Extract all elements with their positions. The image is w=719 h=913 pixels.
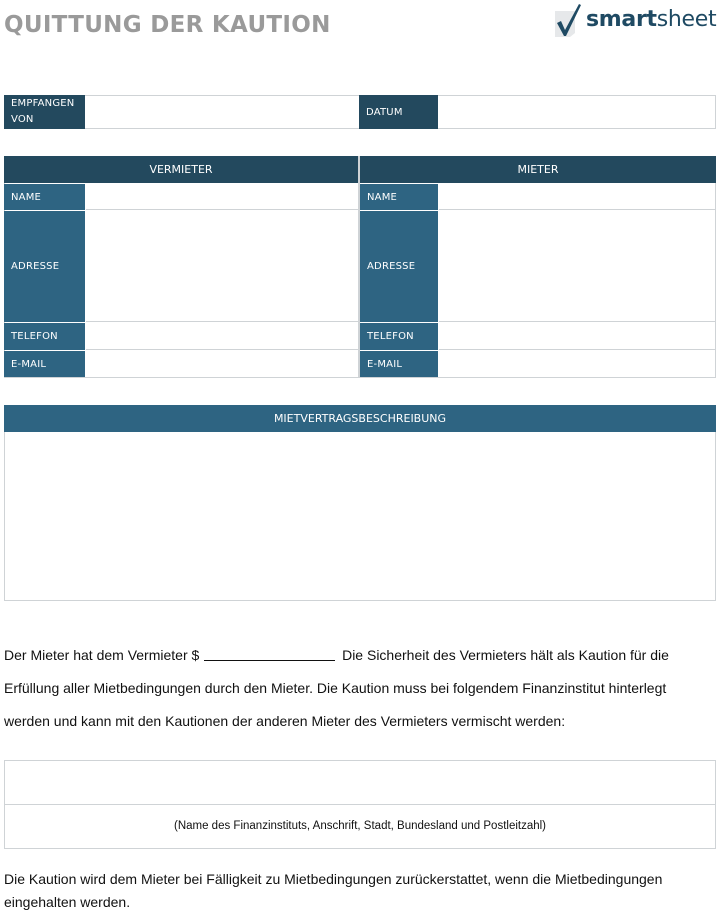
tenant-header: MIETER [360, 156, 716, 183]
bank-divider [4, 804, 716, 805]
tenant-name-label: NAME [360, 184, 438, 210]
received-from-label-line1: EMPFANGEN [11, 98, 75, 109]
tenant-address-input[interactable] [439, 211, 715, 322]
lease-description-header: MIETVERTRAGSBESCHREIBUNG [4, 405, 716, 432]
landlord-header: VERMIETER [4, 156, 358, 183]
lease-description-input[interactable] [5, 433, 715, 600]
tenant-address-label: ADRESSE [360, 211, 438, 322]
received-from-input[interactable] [86, 96, 358, 128]
landlord-address-label: ADRESSE [4, 211, 85, 322]
date-input[interactable] [439, 96, 715, 128]
tenant-email-label: E-MAIL [360, 351, 438, 377]
deposit-amount-blank[interactable] [204, 649, 335, 661]
smartsheet-logo [553, 2, 716, 38]
tenant-phone-input[interactable] [439, 323, 715, 350]
tenant-name-input[interactable] [439, 184, 715, 210]
checkmark-icon [553, 3, 583, 37]
landlord-phone-input[interactable] [86, 323, 358, 350]
body-line-1-post: Die Sicherheit des Vermieters hält als Kaution für die [342, 647, 669, 663]
footer-line-2: eingehalten werden. [4, 894, 131, 910]
received-from-label [4, 95, 85, 129]
body-line-1-pre: Der Mieter hat dem Vermieter $ [4, 647, 200, 663]
bank-caption: (Name des Finanzinstituts, Anschrift, Stadt, Bundesland und Postleitzahl) [173, 820, 547, 832]
bank-info-input[interactable] [5, 761, 715, 804]
landlord-email-input[interactable] [86, 351, 358, 377]
date-label: DATUM [359, 95, 438, 129]
tenant-phone-label: TELEFON [360, 323, 438, 350]
landlord-name-input[interactable] [86, 184, 358, 210]
tenant-email-input[interactable] [439, 351, 715, 377]
landlord-email-label: E-MAIL [4, 351, 85, 377]
footer-line-1: Die Kaution wird dem Mieter bei Fälligkeit zu Mietbedingungen zurückerstattet, wenn die Mietbedingungen [4, 871, 663, 887]
landlord-name-label: NAME [4, 184, 85, 210]
body-line-3: werden und kann mit den Kautionen der anderen Mieter des Vermieters vermischt werden: [4, 713, 566, 729]
logo-text: smartsheet [586, 7, 717, 32]
body-line-1 [4, 647, 669, 663]
body-line-2: Erfüllung aller Mietbedingungen durch den Mieter. Die Kaution muss bei folgendem Finanzinstitut hinterlegt [4, 680, 667, 696]
page-title: QUITTUNG DER KAUTION [4, 12, 331, 38]
landlord-phone-label: TELEFON [4, 323, 85, 350]
received-from-label-line2: VON [11, 114, 34, 125]
landlord-address-input[interactable] [86, 211, 358, 322]
